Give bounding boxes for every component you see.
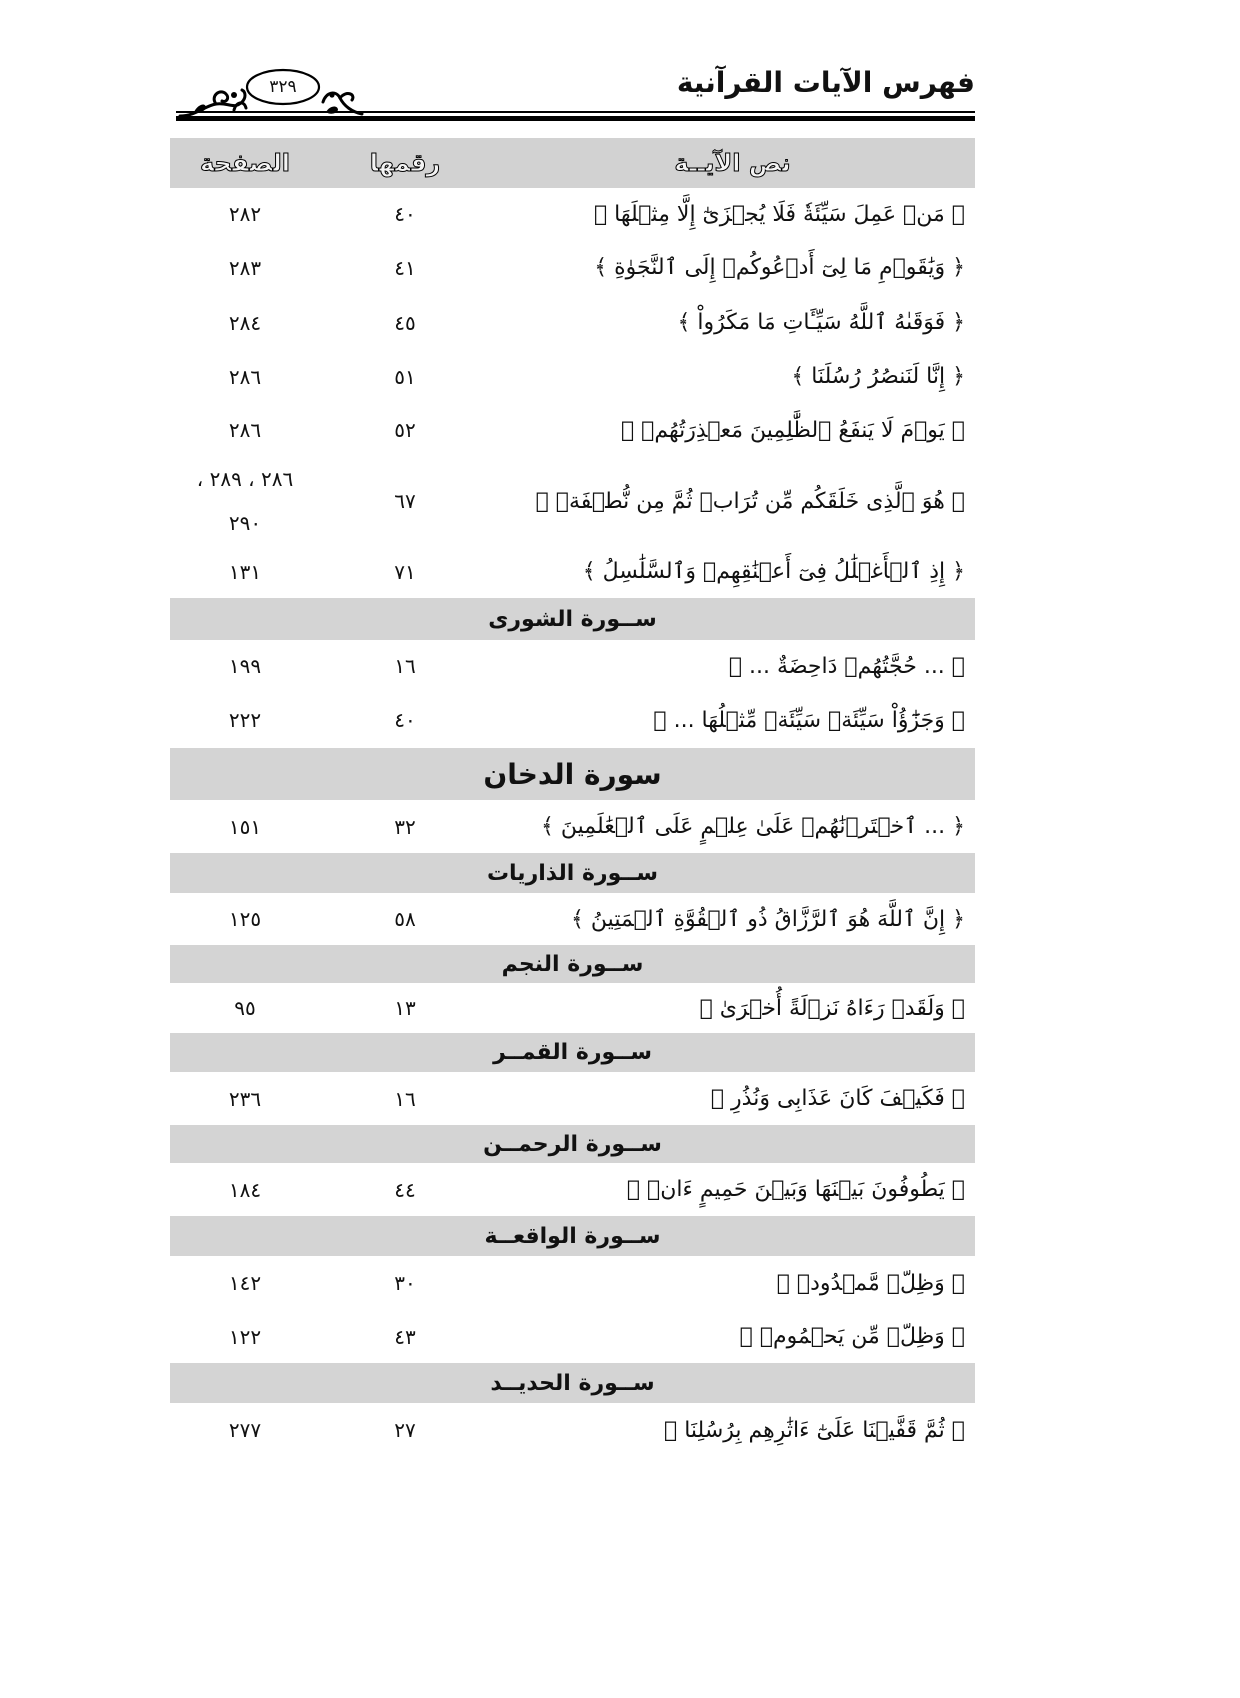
surah-title: ســورة الشورى bbox=[488, 606, 657, 632]
verse-text: ﴿ وَلَقَدۡ رَءَاهُ نَزۡلَةً أُخۡرَىٰ ﴾ bbox=[699, 995, 965, 1021]
verse-text: ﴿ يَوۡمَ لَا يَنفَعُ ٱلظَّٰلِمِينَ مَعۡذِرَتُهُمۡ ﴾ bbox=[620, 417, 965, 443]
surah-heading bbox=[170, 945, 975, 983]
surah-title: ســورة الحديــد bbox=[490, 1370, 655, 1396]
verse-number: ٥١ bbox=[394, 364, 416, 389]
verse-index-table bbox=[170, 138, 975, 1457]
header-rule-thick bbox=[176, 116, 975, 121]
table-row bbox=[170, 640, 975, 692]
table-row bbox=[170, 1163, 975, 1216]
verse-text: ﴿ مَنۡ عَمِلَ سَيِّئَةٗ فَلَا يُجۡزَىٰٓ إِلَّا مِثۡلَهَا ﴾ bbox=[593, 201, 965, 227]
table-row bbox=[170, 983, 975, 1033]
surah-heading bbox=[170, 1216, 975, 1256]
verse-text: ﴿ فَكَيۡفَ كَانَ عَذَابِى وَنُذُرِ ﴾ bbox=[710, 1086, 965, 1111]
page-ref: ١٣١ bbox=[228, 559, 262, 584]
column-header-number: رقمها bbox=[369, 149, 441, 177]
verse-text: ﴿ وَظِلّٖ مَّمۡدُودٖ ﴾ bbox=[776, 1270, 965, 1296]
verse-number: ٥٢ bbox=[394, 418, 416, 442]
page-number: ٣٢٩ bbox=[269, 77, 297, 97]
verse-text: ﴿ وَيَٰقَوۡمِ مَا لِىٓ أَدۡعُوكُمۡ إِلَى ٱلنَّجَوٰةِ ﴾ bbox=[594, 255, 965, 280]
verse-text: ﴿ هُوَ ٱلَّذِى خَلَقَكُم مِّن تُرَابٖ ثُمَّ مِن نُّطۡفَةٖ ﴾ bbox=[535, 488, 965, 514]
surah-heading bbox=[170, 1033, 975, 1072]
page-ref: ٢٨٣ bbox=[228, 255, 262, 280]
page-ref-cell bbox=[170, 457, 320, 545]
table-row bbox=[170, 545, 975, 598]
table-row bbox=[170, 403, 975, 457]
page-ref: ٢٣٦ bbox=[228, 1086, 262, 1111]
surah-title: ســورة الواقعــة bbox=[484, 1223, 661, 1249]
page-ref: ٢٨٦ ، ٢٨٩ ، ٢٩٠ bbox=[196, 467, 294, 535]
page-ref: ٢٨٢ bbox=[228, 202, 262, 226]
page-ref: ١٨٤ bbox=[228, 1177, 262, 1202]
verse-number: ٤١ bbox=[394, 255, 416, 280]
verse-text: ﴿ وَجَزَٰٓؤُاْ سَيِّئَةٖ سَيِّئَةٞ مِّثۡلُهَا ... ﴾ bbox=[653, 707, 965, 733]
page-ref: ٢٨٦ bbox=[228, 418, 262, 442]
column-header-verse: نص الآيــة bbox=[674, 149, 791, 177]
page-ref: ٩٥ bbox=[234, 996, 256, 1020]
verse-number: ٤٣ bbox=[394, 1324, 416, 1349]
verse-number: ٢٧ bbox=[394, 1418, 416, 1442]
surah-title: ســورة الذاريات bbox=[486, 860, 659, 886]
verse-text: ﴿ إِذِ ٱلۡأَغۡلَٰلُ فِىٓ أَعۡنَٰقِهِمۡ وَٱلسَّلَٰسِلُ ﴾ bbox=[582, 559, 965, 584]
verse-number: ٧١ bbox=[394, 559, 416, 584]
table-row bbox=[170, 1310, 975, 1363]
surah-heading bbox=[170, 748, 975, 800]
surah-title: ســورة النجم bbox=[501, 951, 644, 977]
table-row bbox=[170, 1403, 975, 1457]
page-title: فهرس الآيات القرآنية bbox=[676, 66, 975, 99]
surah-heading bbox=[170, 598, 975, 640]
page-ref: ٢٨٤ bbox=[228, 310, 262, 335]
verse-text: ﴿ إِنَّ ٱللَّهَ هُوَ ٱلرَّزَّاقُ ذُو ٱلۡقُوَّةِ ٱلۡمَتِينُ ﴾ bbox=[571, 906, 965, 932]
verse-text: ﴿ وَظِلّٖ مِّن يَحۡمُومٖ ﴾ bbox=[739, 1324, 965, 1349]
table-row bbox=[170, 800, 975, 853]
verse-number: ٤٠ bbox=[394, 202, 416, 226]
verse-number: ٤٠ bbox=[394, 708, 416, 732]
verse-text: ﴿ ... حُجَّتُهُمۡ دَاحِضَةٌ ... ﴾ bbox=[728, 653, 965, 679]
surah-heading bbox=[170, 853, 975, 893]
header-rule-thin bbox=[176, 111, 975, 113]
table-row bbox=[170, 457, 975, 545]
surah-heading bbox=[170, 1363, 975, 1403]
table-row bbox=[170, 692, 975, 748]
verse-number: ٤٤ bbox=[394, 1177, 416, 1202]
page-ref: ٢٢٢ bbox=[228, 708, 262, 732]
page-ref: ١٢٥ bbox=[228, 907, 262, 931]
verse-text: ﴿ ... ٱخۡتَرۡنَٰهُمۡ عَلَىٰ عِلۡمٍ عَلَى ٱلۡعَٰلَمِينَ ﴾ bbox=[540, 814, 965, 839]
verse-number: ١٦ bbox=[394, 1086, 416, 1111]
page-ref: ١٩٩ bbox=[228, 654, 262, 678]
verse-number: ٦٧ bbox=[394, 489, 416, 513]
table-row bbox=[170, 240, 975, 295]
page-ref: ١٥١ bbox=[228, 814, 262, 839]
table-row bbox=[170, 893, 975, 945]
surah-heading bbox=[170, 1125, 975, 1163]
surah-title: ســورة القمــر bbox=[493, 1040, 652, 1065]
page-ref: ١٤٢ bbox=[228, 1271, 262, 1295]
page-ref: ١٢٢ bbox=[228, 1324, 262, 1349]
page-ref: ٢٧٧ bbox=[228, 1418, 262, 1442]
table-row bbox=[170, 295, 975, 350]
verse-number: ٣٢ bbox=[394, 814, 416, 839]
verse-number: ٥٨ bbox=[394, 907, 416, 931]
verse-number: ١٦ bbox=[394, 654, 416, 678]
surah-title: سورة الدخان bbox=[483, 757, 662, 791]
verse-text: ﴿ إِنَّا لَنَنصُرُ رُسُلَنَا ﴾ bbox=[791, 364, 965, 389]
verse-number: ٤٥ bbox=[394, 310, 416, 335]
table-row bbox=[170, 1256, 975, 1310]
verse-number: ١٣ bbox=[394, 996, 416, 1020]
table-header-row bbox=[170, 138, 975, 188]
surah-title: ســورة الرحمــن bbox=[483, 1131, 662, 1157]
table-row bbox=[170, 350, 975, 403]
verse-text: ﴿ فَوَقَىٰهُ ٱللَّهُ سَيِّـَٔاتِ مَا مَكَرُواْ ﴾ bbox=[677, 310, 965, 335]
column-header-page: الصفحة bbox=[199, 149, 290, 177]
verse-text: ﴿ يَطُوفُونَ بَيۡنَهَا وَبَيۡنَ حَمِيمٍ ءَانٖ ﴾ bbox=[626, 1177, 965, 1202]
table-row bbox=[170, 1072, 975, 1125]
table-row bbox=[170, 188, 975, 240]
page-ref: ٢٨٦ bbox=[228, 364, 262, 389]
verse-text: ﴿ ثُمَّ قَفَّيۡنَا عَلَىٰٓ ءَاثَٰرِهِم بِرُسُلِنَا ﴾ bbox=[664, 1417, 965, 1443]
verse-number: ٣٠ bbox=[394, 1271, 416, 1295]
